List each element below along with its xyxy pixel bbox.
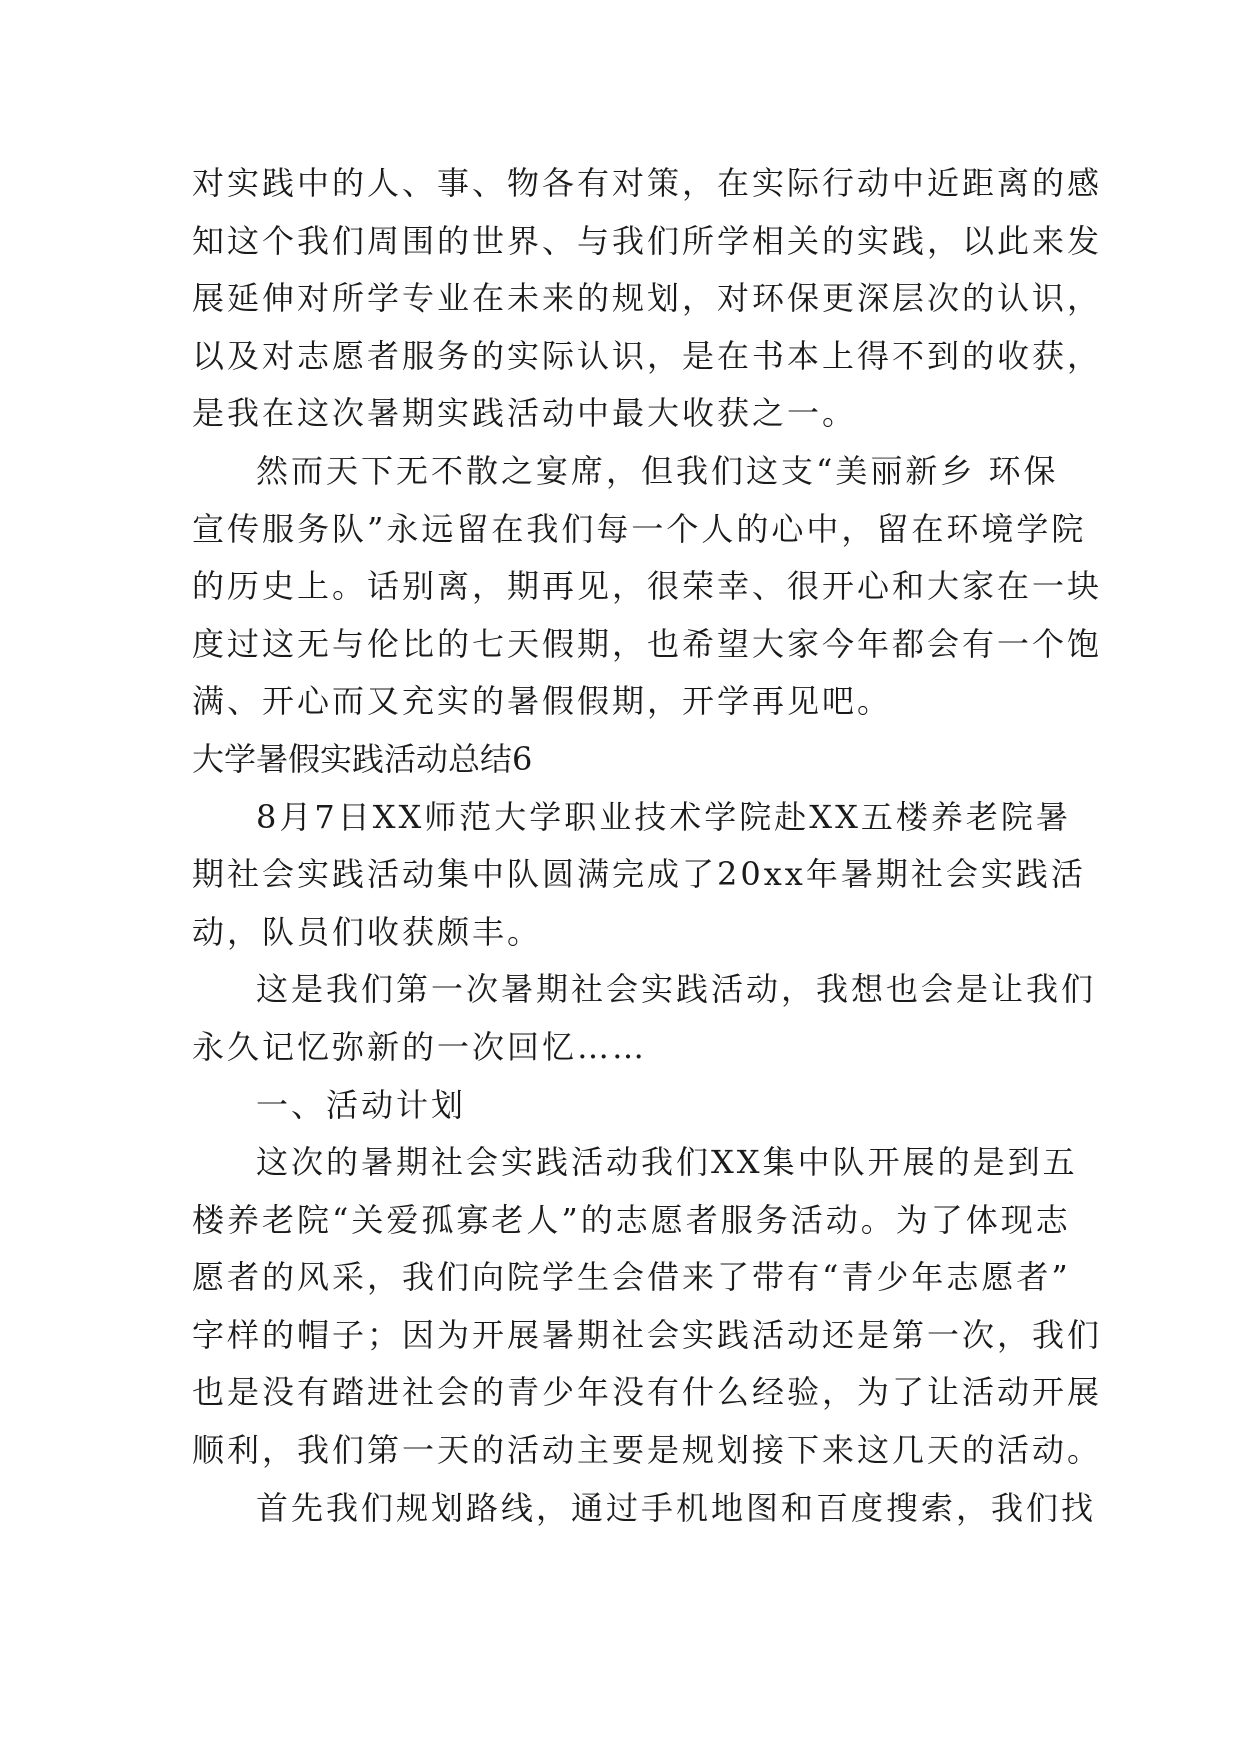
paragraph-start-line: 然而天下无不散之宴席，但我们这支“美丽新乡 环保 <box>256 451 1059 490</box>
document-body <box>192 155 1103 1537</box>
paragraph-start-line: 这次的暑期社会实践活动我们XX集中队开展的是到五 <box>256 1143 1078 1182</box>
text-line: 动，队员们收获颇丰。 <box>192 912 543 951</box>
text-line: 对实践中的人、事、物各有对策，在实际行动中近距离的感 <box>192 164 1103 202</box>
subheading: 一、活动计划 <box>256 1085 467 1124</box>
section-heading: 大学暑假实践活动总结6 <box>192 739 533 778</box>
text-line: 字样的帽子；因为开展暑期社会实践活动还是第一次，我们 <box>192 1315 1103 1354</box>
text-line: 展延伸对所学专业在未来的规划，对环保更深层次的认识， <box>192 279 1103 318</box>
text-line: 的历史上。话别离，期再见，很荣幸、很开心和大家在一块 <box>192 567 1103 606</box>
text-line: 知这个我们周围的世界、与我们所学相关的实践，以此来发 <box>192 221 1103 260</box>
text-line: 永久记忆弥新的一次回忆…… <box>192 1027 648 1066</box>
text-line: 宣传服务队”永远留在我们每一个人的心中，留在环境学院 <box>192 509 1087 548</box>
paragraph-start-line: 首先我们规划路线，通过手机地图和百度搜索，我们找 <box>256 1488 1097 1527</box>
text-line: 度过这无与伦比的七天假期，也希望大家今年都会有一个饱 <box>192 624 1103 663</box>
text-line: 顺利，我们第一天的活动主要是规划接下来这几天的活动。 <box>192 1431 1103 1470</box>
text-line: 满、开心而又充实的暑假假期，开学再见吧。 <box>192 682 893 721</box>
paragraph-start-line: 这是我们第一次暑期社会实践活动，我想也会是让我们 <box>256 970 1097 1009</box>
text-line: 是我在这次暑期实践活动中最大收获之一。 <box>192 394 858 433</box>
text-line: 愿者的风采，我们向院学生会借来了带有“青少年志愿者” <box>192 1258 1071 1297</box>
text-line: 也是没有踏进社会的青少年没有什么经验，为了让活动开展 <box>192 1373 1103 1412</box>
paragraph-start-line: 8月7日XX师范大学职业技术学院赴XX五楼养老院暑 <box>256 797 1071 836</box>
text-line: 以及对志愿者服务的实际认识，是在书本上得不到的收获， <box>192 336 1103 375</box>
text-line: 楼养老院“关爱孤寡老人”的志愿者服务活动。为了体现志 <box>192 1200 1071 1239</box>
text-line: 期社会实践活动集中队圆满完成了20xx年暑期社会实践活 <box>192 855 1086 894</box>
